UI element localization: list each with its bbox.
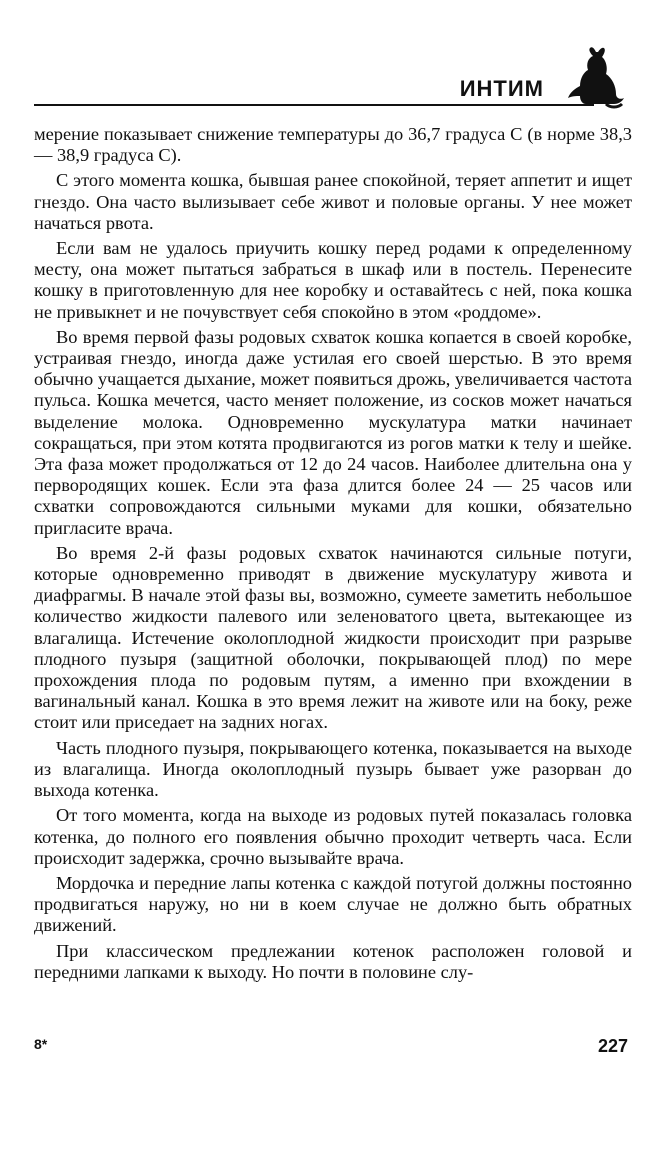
cat-icon bbox=[566, 46, 626, 110]
page-footer bbox=[34, 1036, 628, 1060]
paragraph: Если вам не удалось приучить кошку перед родами к определенному месту, она может пытаться забраться в шкаф или в постель. Перенесите кошку в приготовленную для нее коробку и оставайтесь с ней, пока кошка не привыкнет и не почувствует себя спокойно в этом «роддоме». bbox=[34, 238, 632, 322]
paragraph: Во время первой фазы родовых схваток кошка копается в своей коробке, устраивая гнездо, иногда даже устилая его своей шерстью. В это время обычно учащается дыхание, может появиться дрожь, увеличивается частота пульса. Кошка мечется, часто меняет положение, из сосков может начаться выделение молока. Одновременно мускулатура матки начинает сокращаться, при этом котята продвигаются из рогов матки к телу и шейке. Эта фаза может продолжаться от 12 до 24 часов. Наиболее длительна она у первородящих кошек. Если эта фаза длится более 24 — 25 часов или схватки сопровождаются сильными муками для кошки, обязательно пригласите врача. bbox=[34, 326, 632, 538]
page-number: 227 bbox=[597, 1036, 628, 1056]
paragraph: При классическом предлежании котенок расположен головой и передними лапками к выходу. Но почти в половине слу- bbox=[34, 940, 632, 982]
paragraph: Во время 2-й фазы родовых схваток начинаются сильные потуги, которые одновременно приводят в движение мускулатуру живота и диафрагмы. В начале этой фазы вы, возможно, сумеете заметить небольшое количество жидкости палевого или зеленоватого цвета, вытекающее из влагалища. Истечение околоплодной жидкости происходит при разрыве плодного пузыря (защитной оболочки, покрывающей плод) по мере прохождения плода по родовым путям, а именно при вхождении в вагинальный канал. Кошка в это время лежит на животе или на боку, реже стоит или приседает на задних ногах. bbox=[34, 542, 632, 733]
paragraph: Часть плодного пузыря, покрывающего котенка, показывается на выходе из влагалища. Иногда околоплодный пузырь бывает уже разорван до выхода котенка. bbox=[34, 737, 632, 801]
paragraph: Мордочка и передние лапы котенка с каждой потугой должны постоянно продвигаться наружу, но ни в коем случае не должно быть обратных движений. bbox=[34, 872, 632, 936]
running-header bbox=[34, 46, 634, 110]
paragraph: С этого момента кошка, бывшая ранее спокойной, теряет аппетит и ищет гнездо. Она часто вылизывает себе живот и половые органы. У нее может начаться рвота. bbox=[34, 170, 632, 233]
page-text bbox=[34, 124, 632, 987]
printer-signature: 8* bbox=[34, 1036, 48, 1052]
section-title: ИНТИМ bbox=[459, 76, 544, 101]
paragraph: мерение показывает снижение температуры до 36,7 градуса С (в норме 38,3 — 38,9 градуса С). bbox=[34, 124, 632, 166]
header-rule bbox=[34, 104, 594, 106]
paragraph: От того момента, когда на выходе из родовых путей показалась головка котенка, до полного его появления обычно проходит четверть часа. Если происходит задержка, срочно вызывайте врача. bbox=[34, 805, 632, 868]
